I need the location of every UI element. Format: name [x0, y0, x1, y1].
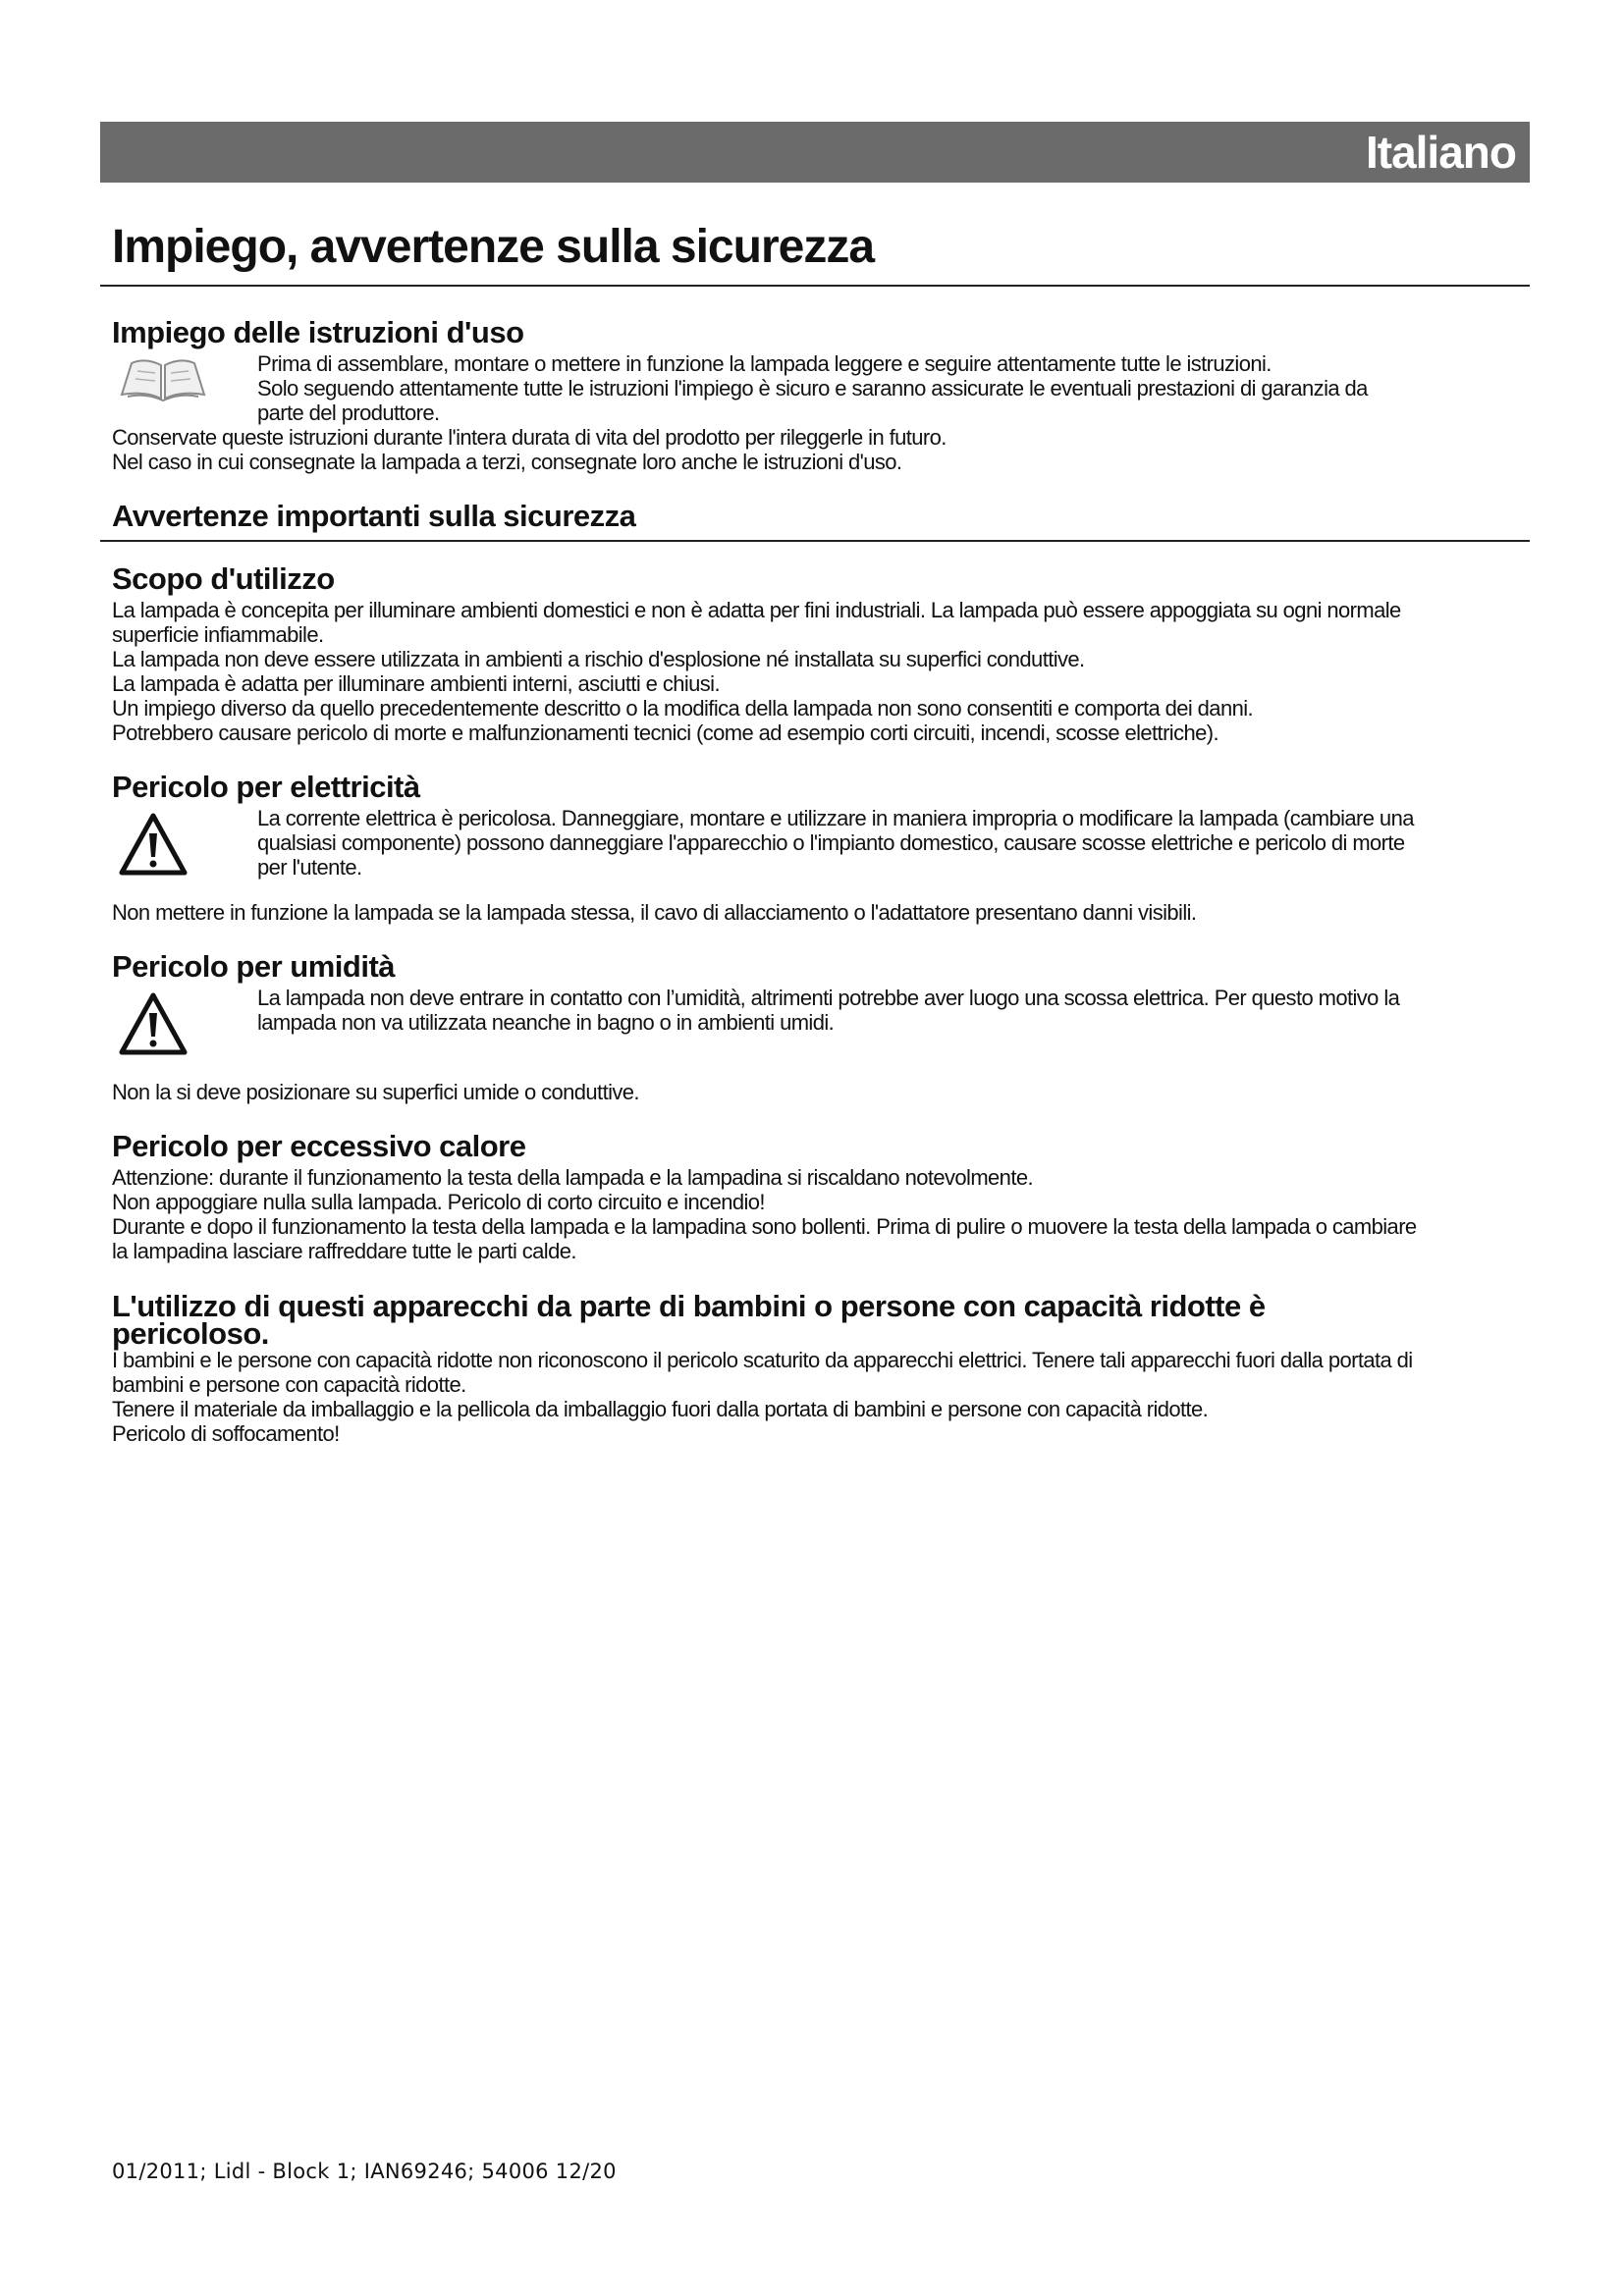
paragraph: Durante e dopo il funzionamento la testa della lampada e la lampadina sono bollenti. Prima di pulire o muovere la testa della lampada o cambiare la lampadina lasciare raffreddare tutte le parti calde. — [112, 1214, 1417, 1263]
title-divider — [100, 285, 1530, 287]
paragraph: Prima di assemblare, montare o mettere in funzione la lampada leggere e seguire attentamente tutte le istruzioni. — [257, 351, 1272, 376]
paragraph: Non la si deve posizionare su superfici umide o conduttive. — [112, 1080, 639, 1104]
electricity-block — [112, 806, 1418, 886]
section-heading: Avvertenze importanti sulla sicurezza — [112, 499, 636, 533]
paragraph: La lampada non deve entrare in contatto con l’umidità, altrimenti potrebbe aver luogo una scossa elettrica. Per questo motivo la lampada non va utilizzata neanche in bagno o in ambienti umidi. — [257, 986, 1400, 1035]
paragraph: Non mettere in funzione la lampada se la lampada stessa, il cavo di allacciamento o l'adattatore presentano danni visibili. — [112, 900, 1197, 925]
section-heading: L'utilizzo di questi apparecchi da parte di bambini o persone con capacità ridotte è pericoloso. — [112, 1289, 1266, 1351]
paragraph: Nel caso in cui consegnate la lampada a terzi, consegnate loro anche le istruzioni d'uso. — [112, 450, 902, 474]
section-heading: Impiego delle istruzioni d'uso — [112, 315, 524, 349]
paragraph: La corrente elettrica è pericolosa. Danneggiare, montare e utilizzare in maniera impropria o modificare la lampada (cambiare una qualsiasi componente) possono danneggiare l'apparecchio o l'impianto domestico, causare scosse elettriche e pericolo di morte per l'utente. — [257, 806, 1414, 880]
humidity-block — [112, 986, 1418, 1066]
language-label: Italiano — [1365, 127, 1516, 178]
section-heading: Scopo d'utilizzo — [112, 561, 335, 596]
section-divider — [100, 540, 1530, 542]
section-purpose — [112, 561, 1418, 745]
paragraph: Solo seguendo attentamente tutte le istruzioni l'impiego è sicuro e saranno assicurate le eventuali prestazioni di garanzia da parte del produttore. — [257, 376, 1368, 425]
paragraph: La lampada è concepita per illuminare ambienti domestici e non è adatta per fini industriali. La lampada può essere appoggiata su ogni normale superficie infiammabile. — [112, 598, 1401, 647]
paragraph: Conservate queste istruzioni durante l'intera durata di vita del prodotto per rileggerle in futuro. — [112, 425, 947, 450]
section-children — [112, 1289, 1418, 1446]
section-heading: Pericolo per umidità — [112, 949, 396, 984]
section-heading: Pericolo per elettricità — [112, 770, 420, 804]
paragraph: Non appoggiare nulla sulla lampada. Pericolo di corto circuito e incendio! — [112, 1190, 765, 1214]
footer-text: 01/2011; Lidl - Block 1; IAN69246; 54006 12/20 — [112, 2160, 617, 2183]
paragraph: Un impiego diverso da quello precedentemente descritto o la modifica della lampada non sono consentiti e comporta dei danni. — [112, 696, 1254, 721]
paragraph: I bambini e le persone con capacità ridotte non riconoscono il pericolo scaturito da apparecchi elettrici. Tenere tali apparecchi fuori dalla portata di bambini e persone con capacità ridotte. — [112, 1348, 1413, 1397]
use-instructions-block — [112, 351, 1418, 425]
section-heat — [112, 1128, 1418, 1263]
content — [112, 314, 1418, 1446]
warning-triangle-icon — [118, 812, 189, 877]
section-important — [112, 498, 1418, 535]
page-title: Impiego, avvertenze sulla sicurezza — [112, 221, 875, 273]
paragraph: Potrebbero causare pericolo di morte e malfunzionamenti tecnici (come ad esempio corti circuiti, incendi, scosse elettriche). — [112, 721, 1218, 745]
open-book-icon — [118, 355, 208, 402]
section-humidity — [112, 948, 1418, 1104]
section-electricity — [112, 769, 1418, 925]
language-bar — [100, 122, 1530, 183]
paragraph: La lampada non deve essere utilizzata in ambienti a rischio d'esplosione né installata su superfici conduttive. — [112, 647, 1085, 671]
paragraph: La lampada è adatta per illuminare ambienti interni, asciutti e chiusi. — [112, 671, 720, 696]
paragraph: Attenzione: durante il funzionamento la testa della lampada e la lampadina si riscaldano notevolmente. — [112, 1165, 1033, 1190]
section-use-instructions — [112, 314, 1418, 474]
paragraph: Pericolo di soffocamento! — [112, 1421, 340, 1446]
section-heading: Pericolo per eccessivo calore — [112, 1129, 526, 1163]
warning-triangle-icon — [118, 991, 189, 1056]
paragraph: Tenere il materiale da imballaggio e la pellicola da imballaggio fuori dalla portata di bambini e persone con capacità ridotte. — [112, 1397, 1209, 1421]
